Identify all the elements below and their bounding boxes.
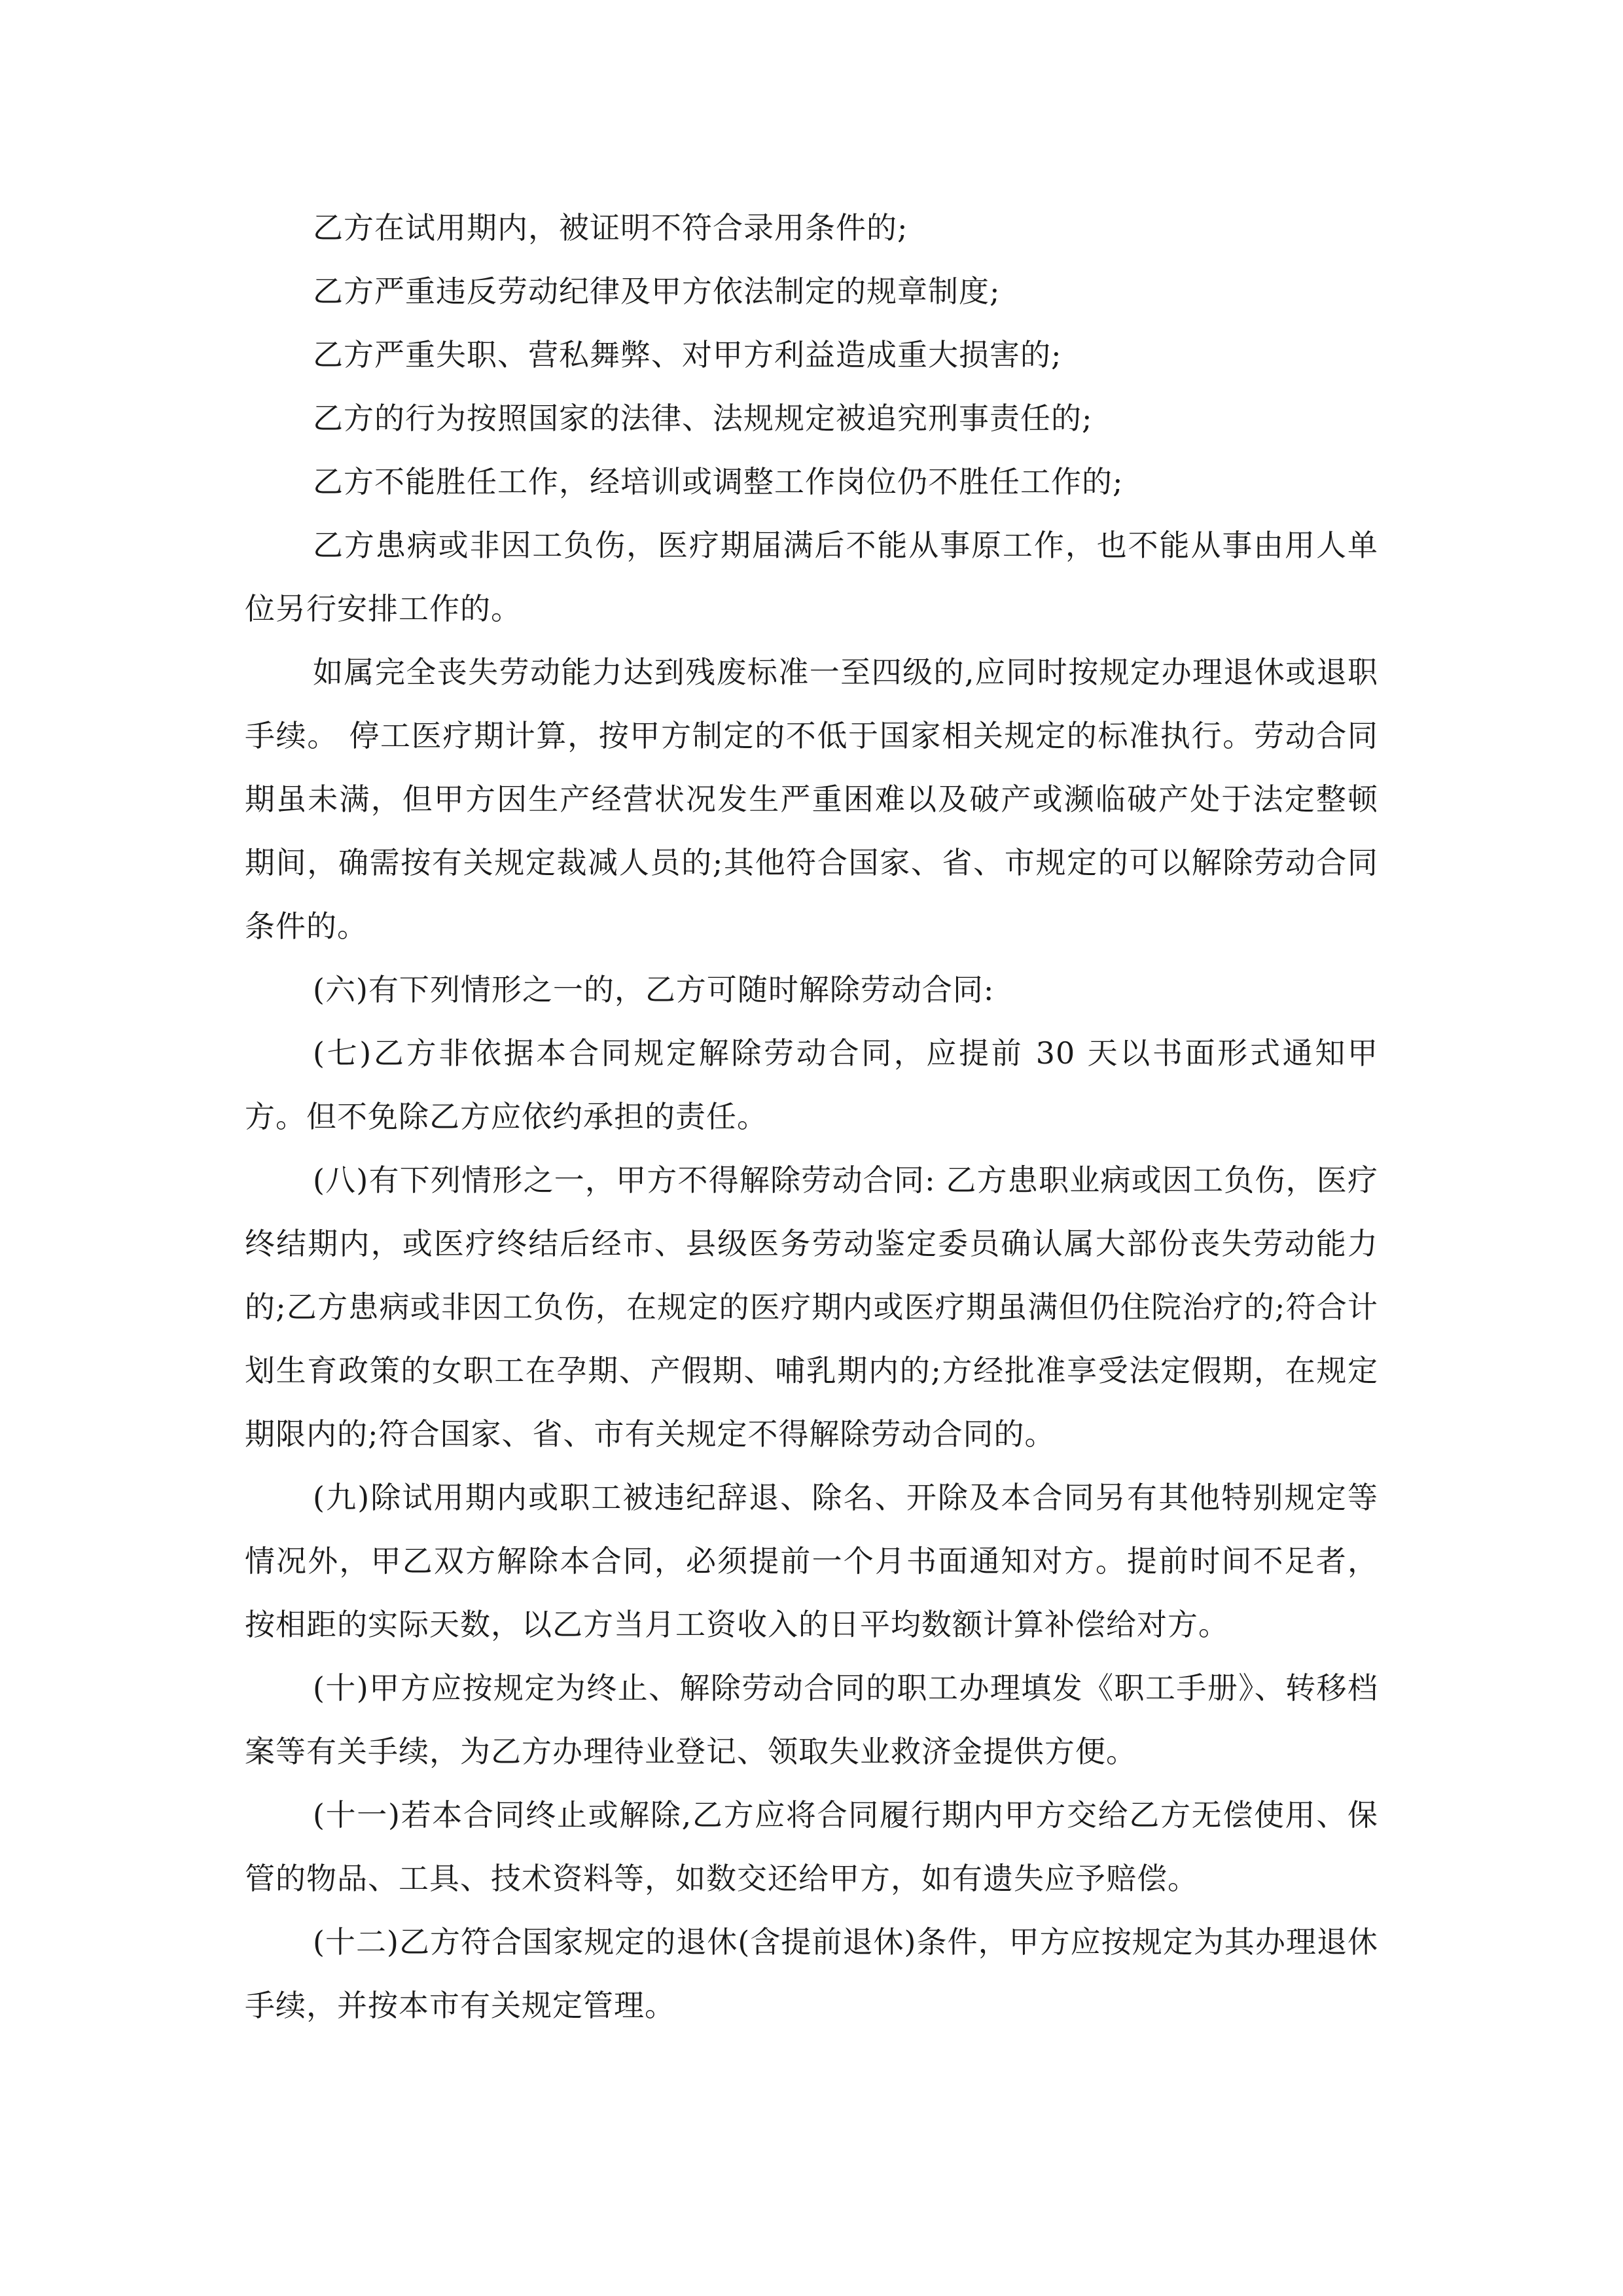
paragraph-clause-9: (九)除试用期内或职工被违纪辞退、除名、开除及本合同另有其他特别规定等情况外，甲乙双方解除本合同，必须提前一个月书面通知对方。提前时间不足者，按相距的实际天数，以乙方当月工资收入的日平均数额计算补偿给对方。 [245, 1480, 1378, 1642]
paragraph-clause-12: (十二)乙方符合国家规定的退休(含提前退休)条件，甲方应按规定为其办理退休手续，并按本市有关规定管理。 [245, 1924, 1378, 2023]
paragraph-disability: 如属完全丧失劳动能力达到残废标准一至四级的,应同时按规定办理退休或退职手续。 停工医疗期计算，按甲方制定的不低于国家相关规定的标准执行。劳动合同期虽未满，但甲方因生产经营状况发生严重困难以及破产或濒临破产处于法定整顿期间，确需按有关规定裁减人员的;其他符合国家、省、市规定的可以解除劳动合同条件的。 [245, 655, 1378, 944]
paragraph-clause-7: (七)乙方非依据本合同规定解除劳动合同，应提前 30 天以书面形式通知甲方。但不免除乙方应依约承担的责任。 [245, 1035, 1378, 1134]
paragraph-clause-11: (十一)若本合同终止或解除,乙方应将合同履行期内甲方交给乙方无偿使用、保管的物品、工具、技术资料等，如数交还给甲方，如有遗失应予赔偿。 [245, 1797, 1378, 1896]
paragraph-clause-6: (六)有下列情形之一的，乙方可随时解除劳动合同: [313, 972, 995, 1007]
paragraph-criminal: 乙方的行为按照国家的法律、法规规定被追究刑事责任的; [313, 401, 1093, 436]
paragraph-incompetence: 乙方不能胜任工作，经培训或调整工作岗位仍不胜任工作的; [313, 464, 1124, 499]
paragraph-clause-10: (十)甲方应按规定为终止、解除劳动合同的职工办理填发《职工手册》、转移档案等有关手续，为乙方办理待业登记、领取失业救济金提供方便。 [245, 1670, 1378, 1769]
paragraph-illness: 乙方患病或非因工负伤，医疗期届满后不能从事原工作，也不能从事由用人单位另行安排工作的。 [245, 528, 1378, 626]
paragraph-clause-8: (八)有下列情形之一，甲方不得解除劳动合同: 乙方患职业病或因工负伤，医疗终结期内，或医疗终结后经市、县级医务劳动鉴定委员确认属大部份丧失劳动能力的;乙方患病或非因工负伤，在规定的医疗期内或医疗期虽满但仍住院治疗的;符合计划生育政策的女职工在孕期、产假期、哺乳期内的;方经批准享受法定假期，在规定期限内的;符合国家、省、市有关规定不得解除劳动合同的。 [245, 1162, 1378, 1452]
document-body [245, 196, 1378, 2037]
paragraph-discipline: 乙方严重违反劳动纪律及甲方依法制定的规章制度; [313, 274, 1001, 309]
paragraph-negligence: 乙方严重失职、营私舞弊、对甲方利益造成重大损害的; [313, 337, 1062, 372]
paragraph-probation: 乙方在试用期内，被证明不符合录用条件的; [313, 210, 908, 245]
